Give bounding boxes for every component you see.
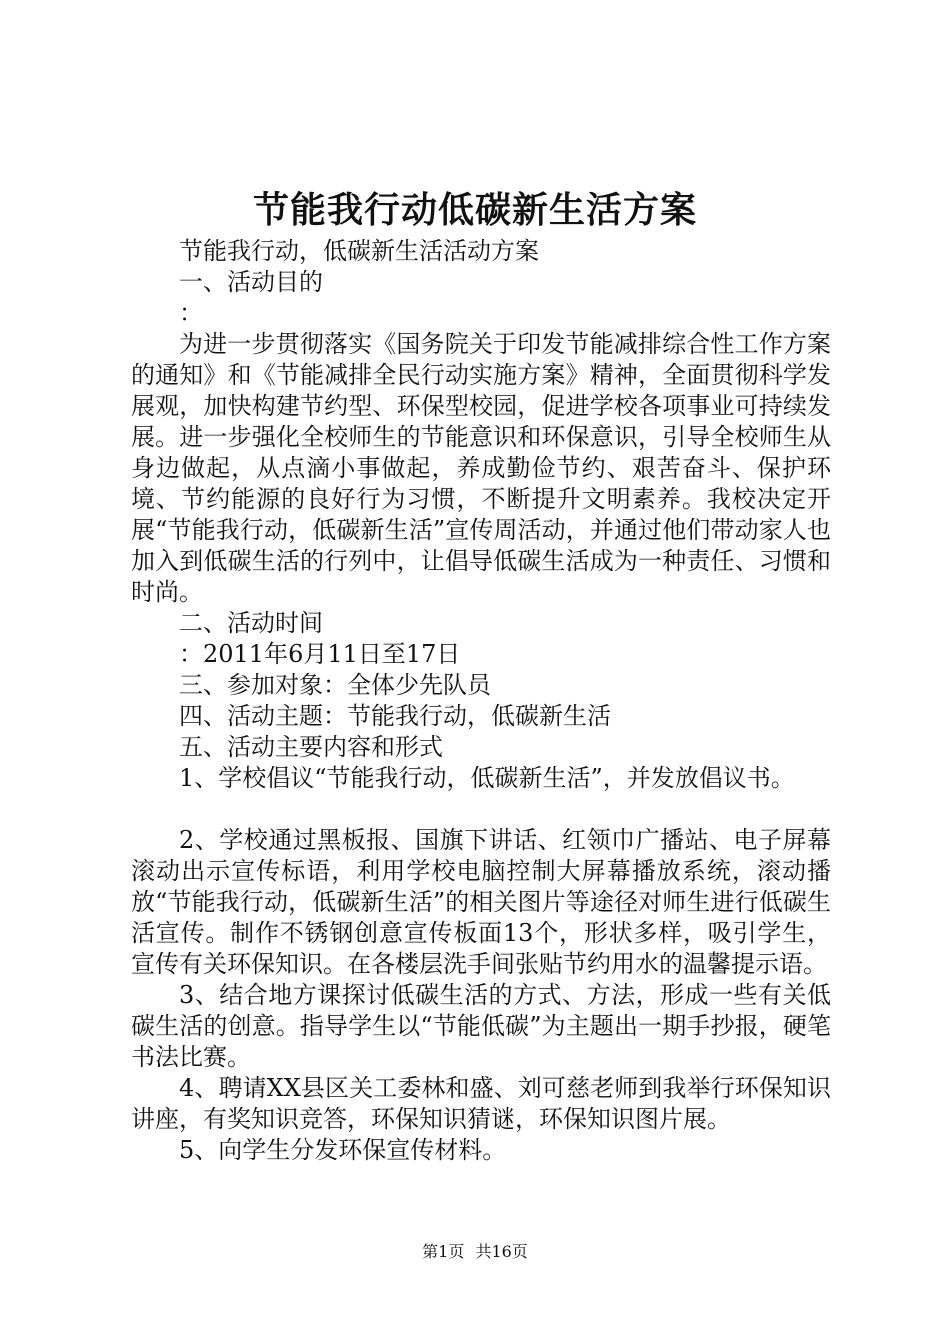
list-item-1: 1、学校倡议“节能我行动，低碳新生活”，并发放倡议书。: [179, 764, 795, 792]
page-number: 第1页: [422, 1242, 465, 1261]
subtitle: 节能我行动，低碳新生活活动方案: [179, 237, 539, 265]
section-3: 三、参加对象：全体少先队员: [179, 671, 491, 699]
document-body: [131, 236, 831, 1166]
list-item-3: 3、结合地方课探讨低碳生活的方式、方法，形成一些有关低碳生活的创意。指导学生以“节能低碳”为主题出一期手抄报，硬笔书法比赛。: [131, 981, 831, 1071]
section-2-heading: 二、活动时间: [179, 609, 323, 637]
list-item-4: 4、聘请XX县区关工委林和盛、刘可慈老师到我举行环保知识讲座，有奖知识竞答，环保知识猜谜，环保知识图片展。: [131, 1074, 831, 1133]
section-4: 四、活动主题：节能我行动，低碳新生活: [179, 702, 611, 730]
page-footer: [0, 1240, 950, 1264]
section-2-date: ：2011年6月11日至17日: [179, 640, 461, 668]
section-1-heading: 一、活动目的: [179, 268, 323, 296]
list-item-2: 2、学校通过黑板报、国旗下讲话、红领巾广播站、电子屏幕滚动出示宣传标语，利用学校电脑控制大屏幕播放系统，滚动播放“节能我行动，低碳新生活”的相关图片等途径对师生进行低碳生活宣传。制作不锈钢创意宣传板面13个，形状多样，吸引学生，宣传有关环保知识。在各楼层洗手间张贴节约用水的温馨提示语。: [131, 826, 831, 978]
page-total: 共16页: [475, 1242, 528, 1261]
section-1-paragraph: 为进一步贯彻落实《国务院关于印发节能减排综合性工作方案的通知》和《节能减排全民行动实施方案》精神，全面贯彻科学发展观，加快构建节约型、环保型校园，促进学校各项事业可持续发展。进一步强化全校师生的节能意识和环保意识，引导全校师生从身边做起，从点滴小事做起，养成勤俭节约、艰苦奋斗、保护环境、节约能源的良好行为习惯，不断提升文明素养。我校决定开展“节能我行动，低碳新生活”宣传周活动，并通过他们带动家人也加入到低碳生活的行列中，让倡导低碳生活成为一种责任、习惯和时尚。: [131, 330, 831, 606]
section-5-heading: 五、活动主要内容和形式: [179, 733, 443, 761]
section-1-colon: ：: [179, 299, 203, 327]
document-title: 节能我行动低碳新生活方案: [252, 189, 697, 231]
list-item-5: 5、向学生分发环保宣传材料。: [179, 1136, 507, 1164]
